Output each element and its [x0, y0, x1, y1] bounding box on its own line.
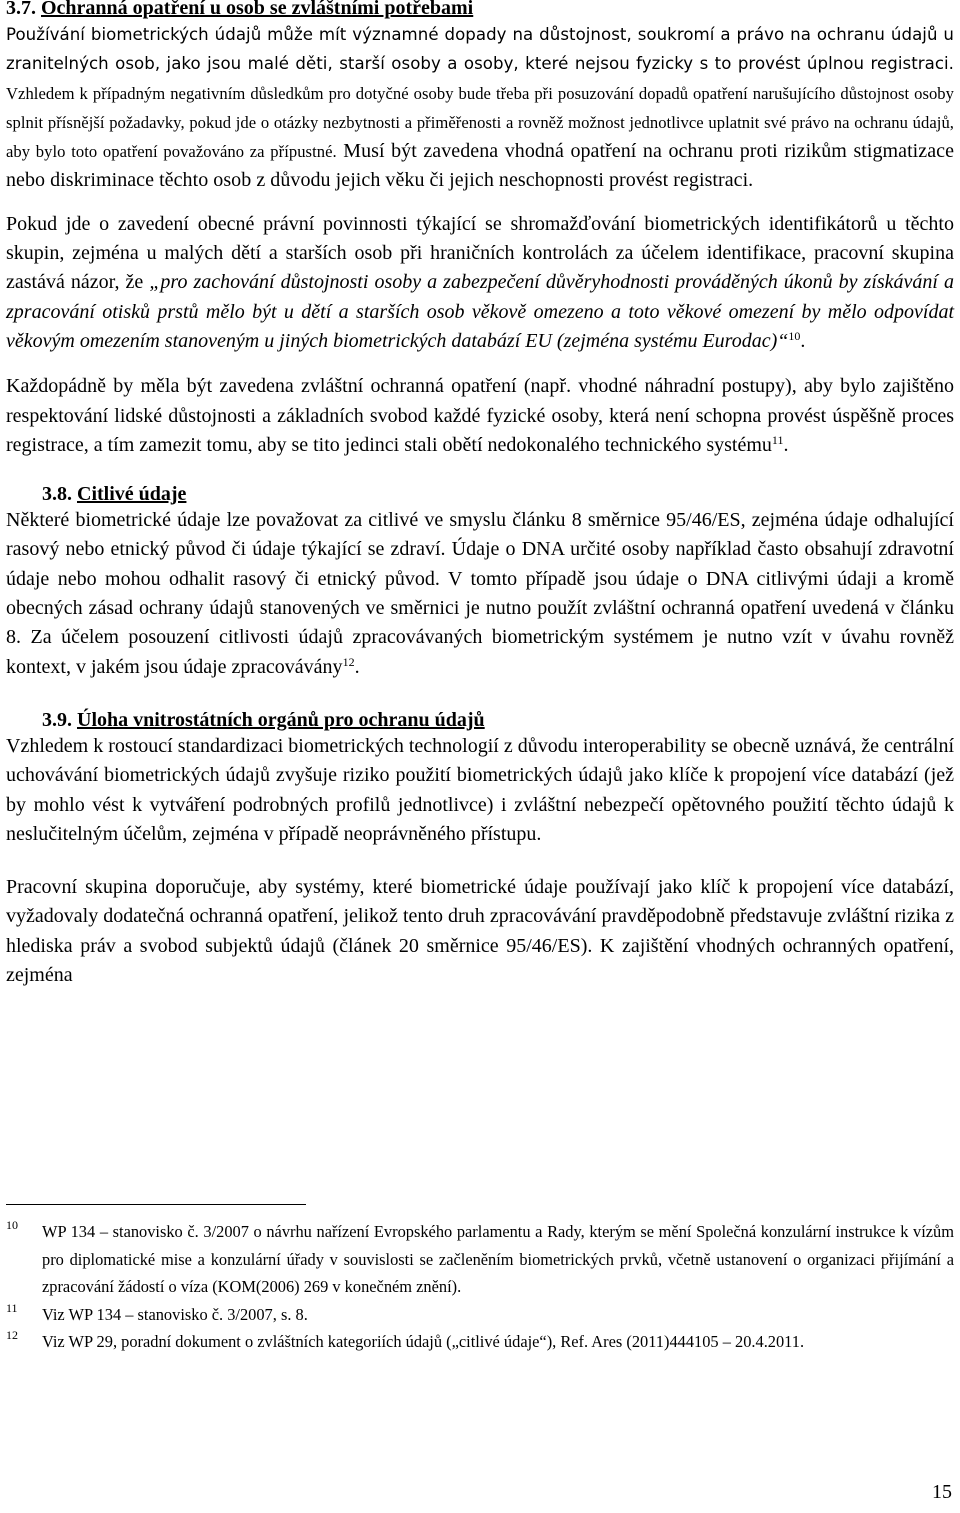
paragraph: Vzhledem k rostoucí standardizaci biometrických technologií z důvodu interoperability se obecně uznává, že centrální uchovávání biometrických údajů zvyšuje riziko použití biometrických údajů jako klíče k propojení více databází (jež by mohlo vést k vytváření podrobných profilů jednotlivce) i zvláštní nebezpečí opětovného použití těchto údajů k neslučitelným účelům, zejména v případě neoprávněného přístupu.	[6, 734, 954, 845]
paragraph	[6, 210, 954, 356]
footnote-mark: 12	[6, 1328, 18, 1342]
section-title: Citlivé údaje	[77, 483, 187, 506]
footnote-text: Viz WP 29, poradní dokument o zvláštních kategoriích údajů („citlivé údaje“), Ref. Ares (2011)444105 – 20.4.2011.	[42, 1332, 805, 1351]
section-heading-3-9	[6, 708, 954, 732]
footnote-item	[6, 1328, 954, 1356]
section-heading-3-8	[6, 482, 954, 506]
text-run: .	[783, 433, 789, 456]
footnote-reference[interactable]: 10	[788, 328, 801, 343]
footnote-reference[interactable]: 12	[342, 654, 355, 669]
footnote-mark: 11	[6, 1300, 18, 1315]
section-title: Ochranná opatření u osob se zvláštními potřebami	[41, 0, 474, 19]
text-run: .	[354, 655, 360, 678]
footnote-text: Viz WP 134 – stanovisko č. 3/2007, s. 8.	[42, 1304, 308, 1324]
text-run: Používání biometrických údajů může mít významné dopady na důstojnost, soukromí a právo na ochranu údajů u zranitelných osob, jako jsou malé děti, starší osoby a osoby, které nejsou fyzicky s to provést úplnou registraci.	[6, 25, 954, 74]
footnote-text: WP 134 – stanovisko č. 3/2007 o návrhu nařízení Evropského parlamentu a Rady, kterým se mění Společná konzulární instrukce k vízům pro diplomatické mise a konzulární úřady v souvislosti se začleněním biometrických prvků, včetně ustanovení o organizaci přijímání a zpracování žádostí o víza (KOM(2006) 269 v konečném znění).	[42, 1222, 954, 1296]
paragraph	[6, 20, 954, 196]
section-number: 3.9.	[42, 708, 72, 731]
text-run: Některé biometrické údaje lze považovat za citlivé ve smyslu článku 8 směrnice 95/46/ES, zejména údaje odhalující rasový nebo etnický původ či údaje týkající se zdraví. Údaje o DNA určité osoby například často obsahují zdravotní údaje nebo mohou odhalit rasový či etnický původ. V tomto případě jsou údaje o DNA citlivými údaji a kromě obecných zásad ochrany údajů stanovených ve směrnici je nutno použít zvláštní ochranná opatření uvedená v článku 8. Za účelem posouzení citlivosti údajů zpracovávaných biometrickým systémem je nutno vzít v úvahu rovněž kontext, v jakém jsou údaje zpracovávány	[6, 509, 954, 678]
footnote-separator	[6, 1204, 306, 1205]
quoted-opinion: „pro zachování důstojnosti osoby a zabezpečení důvěryhodnosti prováděných úkonů by získávání a zpracování otisků prstů mělo být u dětí a starších osob věkově omezeno a toto věkové omezení by mělo odpovídat věkovým omezením stanoveným u jiných biometrických databází EU (zejména systému Eurodac)“	[6, 271, 955, 352]
section-number: 3.7.	[6, 0, 36, 19]
text-run: .	[800, 329, 806, 352]
footnote-item	[6, 1218, 954, 1301]
section-title: Úloha vnitrostátních orgánů pro ochranu údajů	[77, 708, 485, 731]
paragraph	[6, 506, 954, 682]
footnote-reference[interactable]: 11	[771, 432, 784, 447]
section-number: 3.8.	[42, 483, 72, 506]
text-run: Musí být zavedena vhodná opatření na ochranu proti rizikům stigmatizace nebo diskriminace těchto osob z důvodu jejich věku či jejich neschopnosti provést registraci.	[6, 140, 954, 192]
text-run: Vzhledem k případným negativním důsledkům pro dotyčné osoby bude třeba při posuzování dopadů opatření narušujícího důstojnost osoby splnit přísnější požadavky, pokud jde o otázky nezbytnosti a přiměřenosti a rovněž možnost jednotlivce uplatnit své právo na ochranu údajů, aby bylo toto opatření považováno za přípustné.	[6, 83, 954, 162]
footnote-item	[6, 1301, 954, 1329]
paragraph: Pracovní skupina doporučuje, aby systémy, které biometrické údaje používají jako klíč k propojení více databází, vyžadovaly dodatečná ochranná opatření, jelikož tento druh zpracovávání pravděpodobně představuje zvláštní rizika z hlediska práv a svobod subjektů údajů (článek 20 směrnice 95/46/ES). K zajištění vhodných ochranných opatření, zejména	[6, 876, 954, 987]
paragraph	[6, 372, 954, 460]
section-heading-3-7	[6, 0, 954, 20]
text-run: Pokud jde o zavedení obecné právní povinnosti týkající se shromažďování biometrických identifikátorů u těchto skupin, zejména u malých dětí a starších osob při hraničních kontrolách za účelem identifikace, pracovní skupina zastává názor, že	[6, 212, 954, 294]
page-number: 15	[932, 1481, 952, 1503]
footnote-mark: 10	[6, 1218, 18, 1232]
text-run: Každopádně by měla být zavedena zvláštní ochranná opatření (např. vhodné náhradní postupy), aby bylo zajištěno respektování lidské důstojnosti a základních svobod každé fyzické osoby, která není schopna provést úspěšně proces registrace, a tím zamezit tomu, aby se tito jedinci stali obětí nedokonalého technického systému	[6, 375, 954, 456]
footnotes	[6, 1218, 954, 1356]
